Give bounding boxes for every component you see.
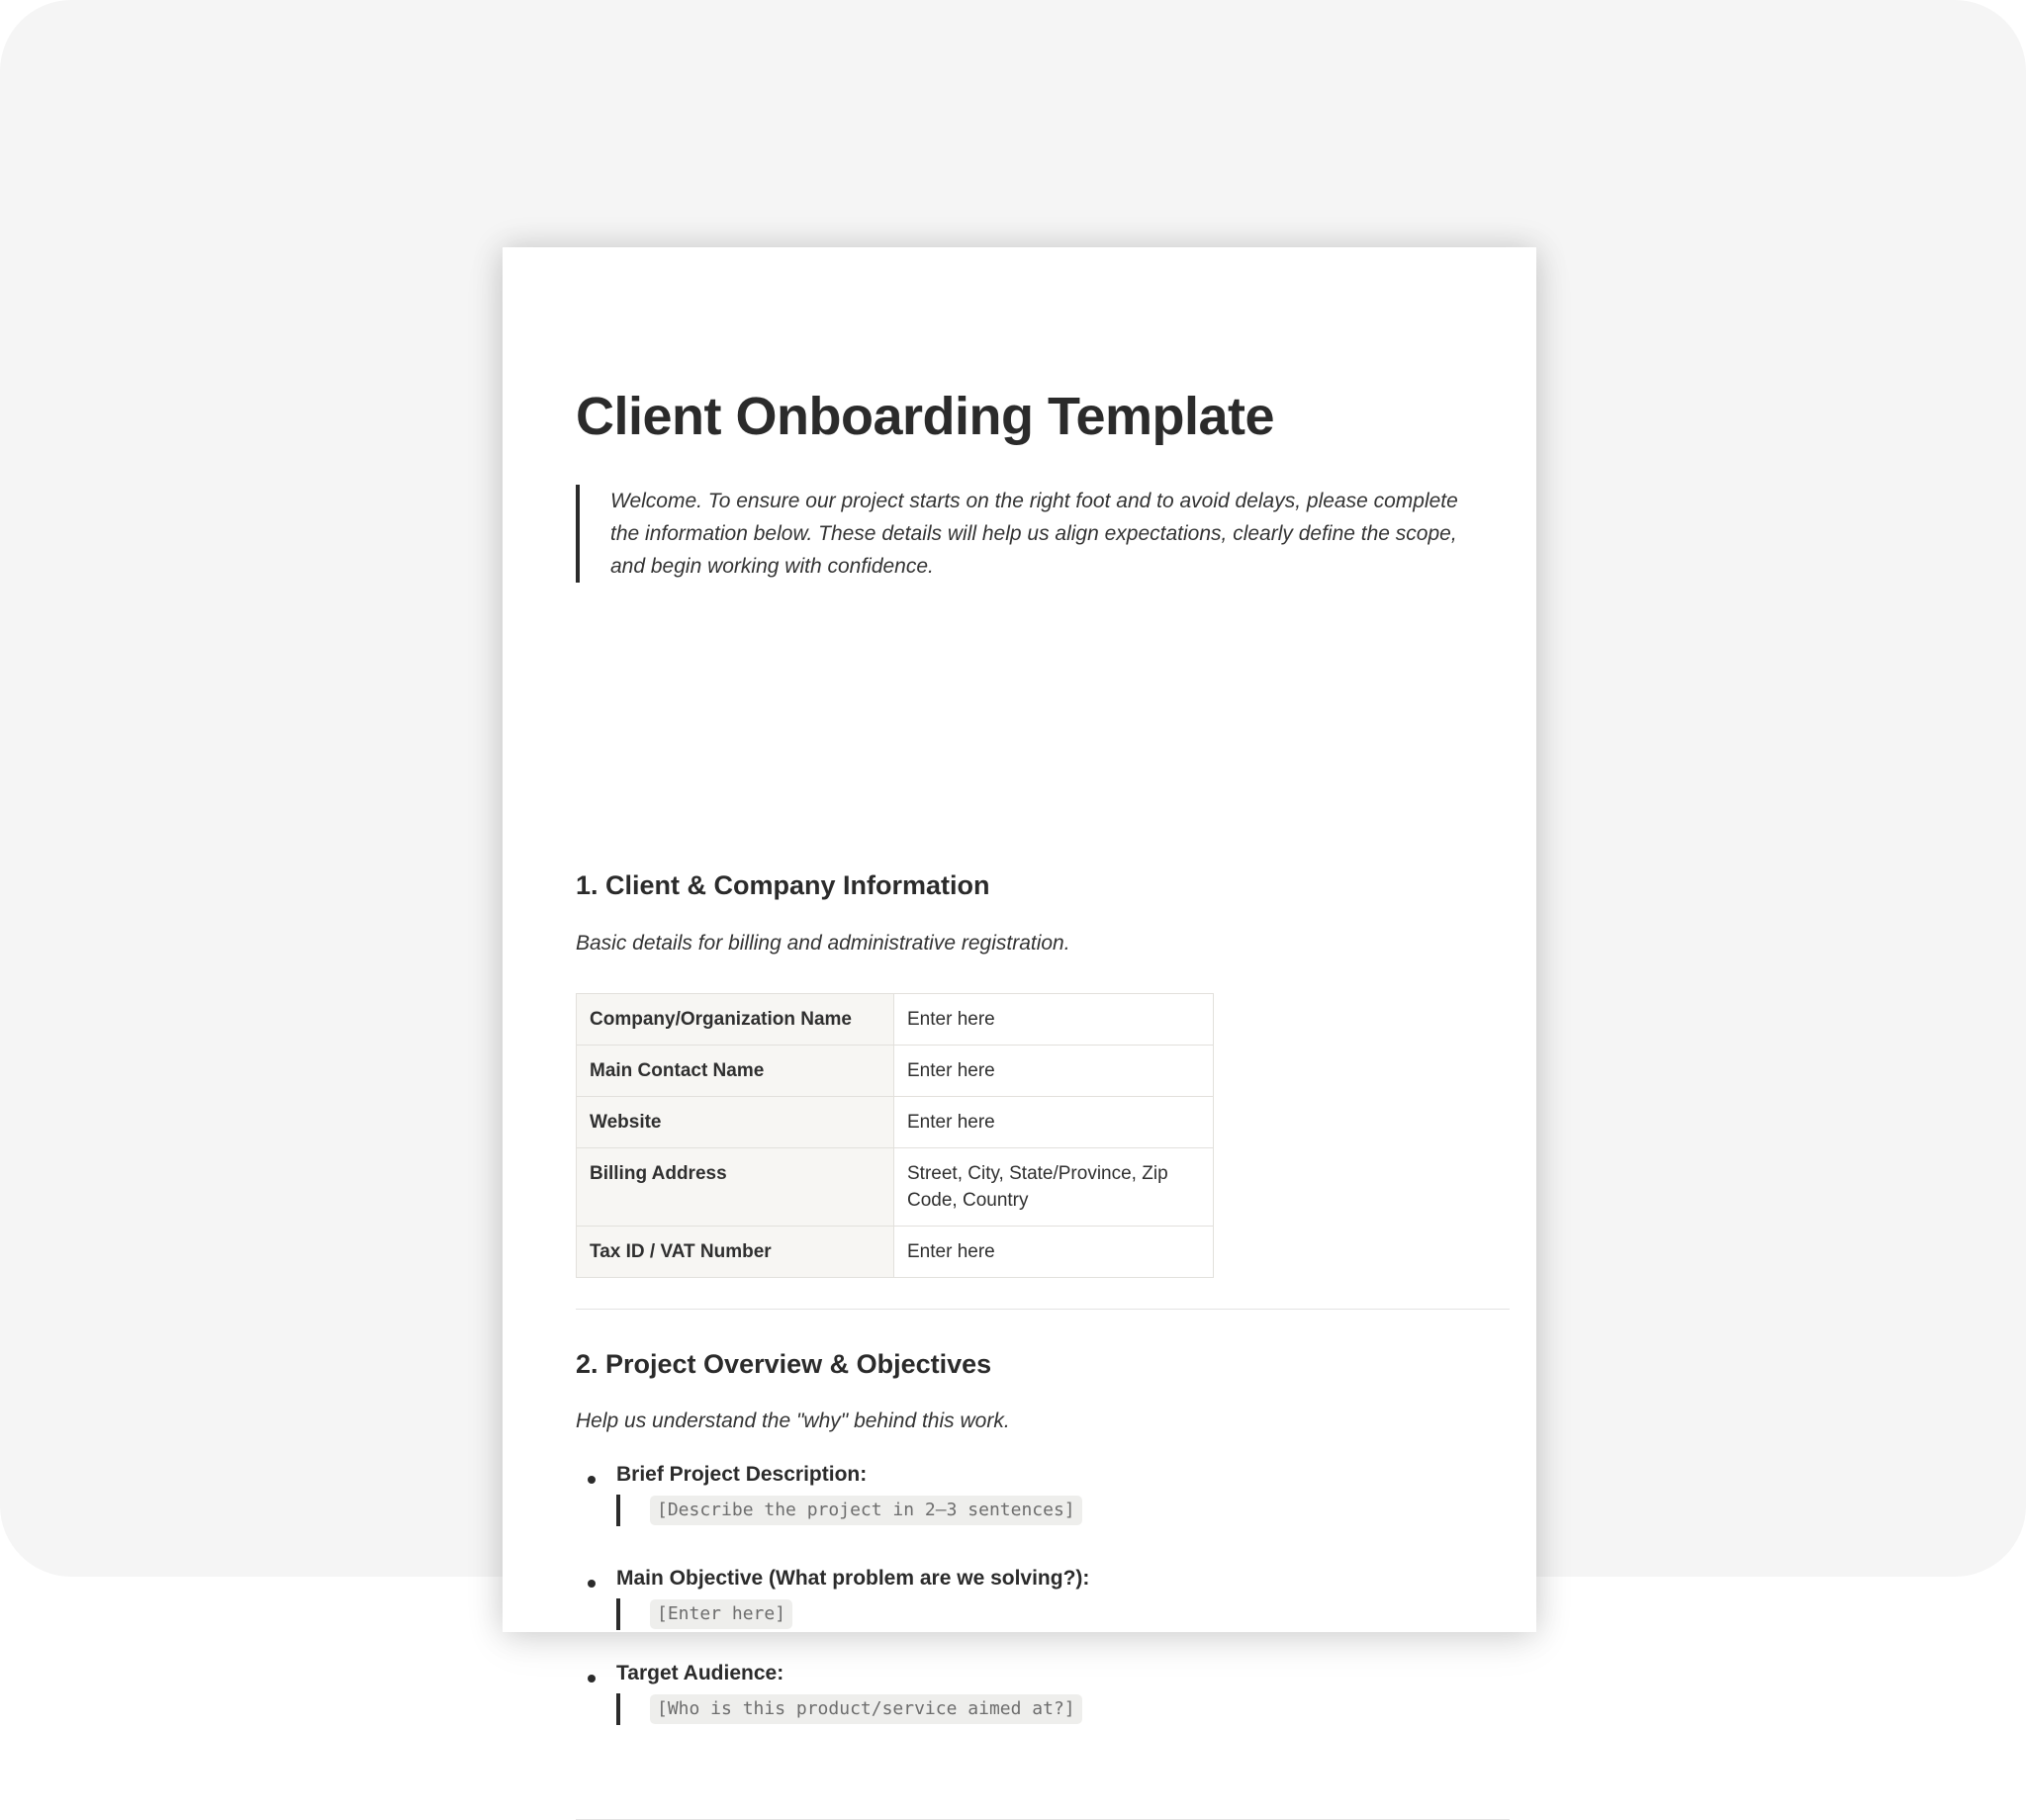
placeholder-callout: [616, 1495, 1082, 1526]
table-value-cell[interactable]: Enter here: [894, 1046, 1214, 1097]
placeholder-field[interactable]: [Describe the project in 2–3 sentences]: [650, 1496, 1082, 1525]
section-description-client-info: Basic details for billing and administrative registration.: [576, 932, 1070, 955]
client-info-table: [576, 993, 1214, 1278]
placeholder-callout: [616, 1693, 1082, 1725]
table-label-cell: Website: [577, 1097, 894, 1148]
placeholder-field[interactable]: [Who is this product/service aimed at?]: [650, 1694, 1082, 1724]
section-divider: [576, 1309, 1510, 1310]
bullet-icon: [588, 1675, 596, 1683]
table-value-cell[interactable]: Enter here: [894, 994, 1214, 1046]
table-row: [577, 1148, 1214, 1227]
bullet-icon: [588, 1476, 596, 1484]
placeholder-field[interactable]: [Enter here]: [650, 1599, 792, 1629]
section-heading-client-info: 1. Client & Company Information: [576, 870, 990, 900]
list-item-label: Target Audience:: [616, 1662, 784, 1684]
intro-callout: Welcome. To ensure our project starts on the right foot and to avoid delays, please complete the information below. These details will help us align expectations, clearly define the scope, and begin working with confidence.: [576, 485, 1481, 583]
page-title: Client Onboarding Template: [576, 387, 1275, 446]
table-label-cell: Main Contact Name: [577, 1046, 894, 1097]
table-value-cell[interactable]: Enter here: [894, 1227, 1214, 1278]
table-label-cell: Tax ID / VAT Number: [577, 1227, 894, 1278]
table-row: [577, 1227, 1214, 1278]
table-row: [577, 1097, 1214, 1148]
bullet-icon: [588, 1580, 596, 1588]
table-row: [577, 994, 1214, 1046]
list-item-label: Main Objective (What problem are we solving?):: [616, 1567, 1090, 1590]
section-description-project-overview: Help us understand the "why" behind this work.: [576, 1410, 1010, 1432]
table-value-cell[interactable]: Street, City, State/Province, Zip Code, Country: [894, 1148, 1214, 1227]
table-value-cell[interactable]: Enter here: [894, 1097, 1214, 1148]
document-page: [503, 247, 1536, 1719]
table-label-cell: Company/Organization Name: [577, 994, 894, 1046]
list-item-label: Brief Project Description:: [616, 1463, 868, 1486]
placeholder-callout: [616, 1598, 792, 1630]
section-heading-project-overview: 2. Project Overview & Objectives: [576, 1349, 992, 1379]
table-row: [577, 1046, 1214, 1097]
table-label-cell: Billing Address: [577, 1148, 894, 1227]
